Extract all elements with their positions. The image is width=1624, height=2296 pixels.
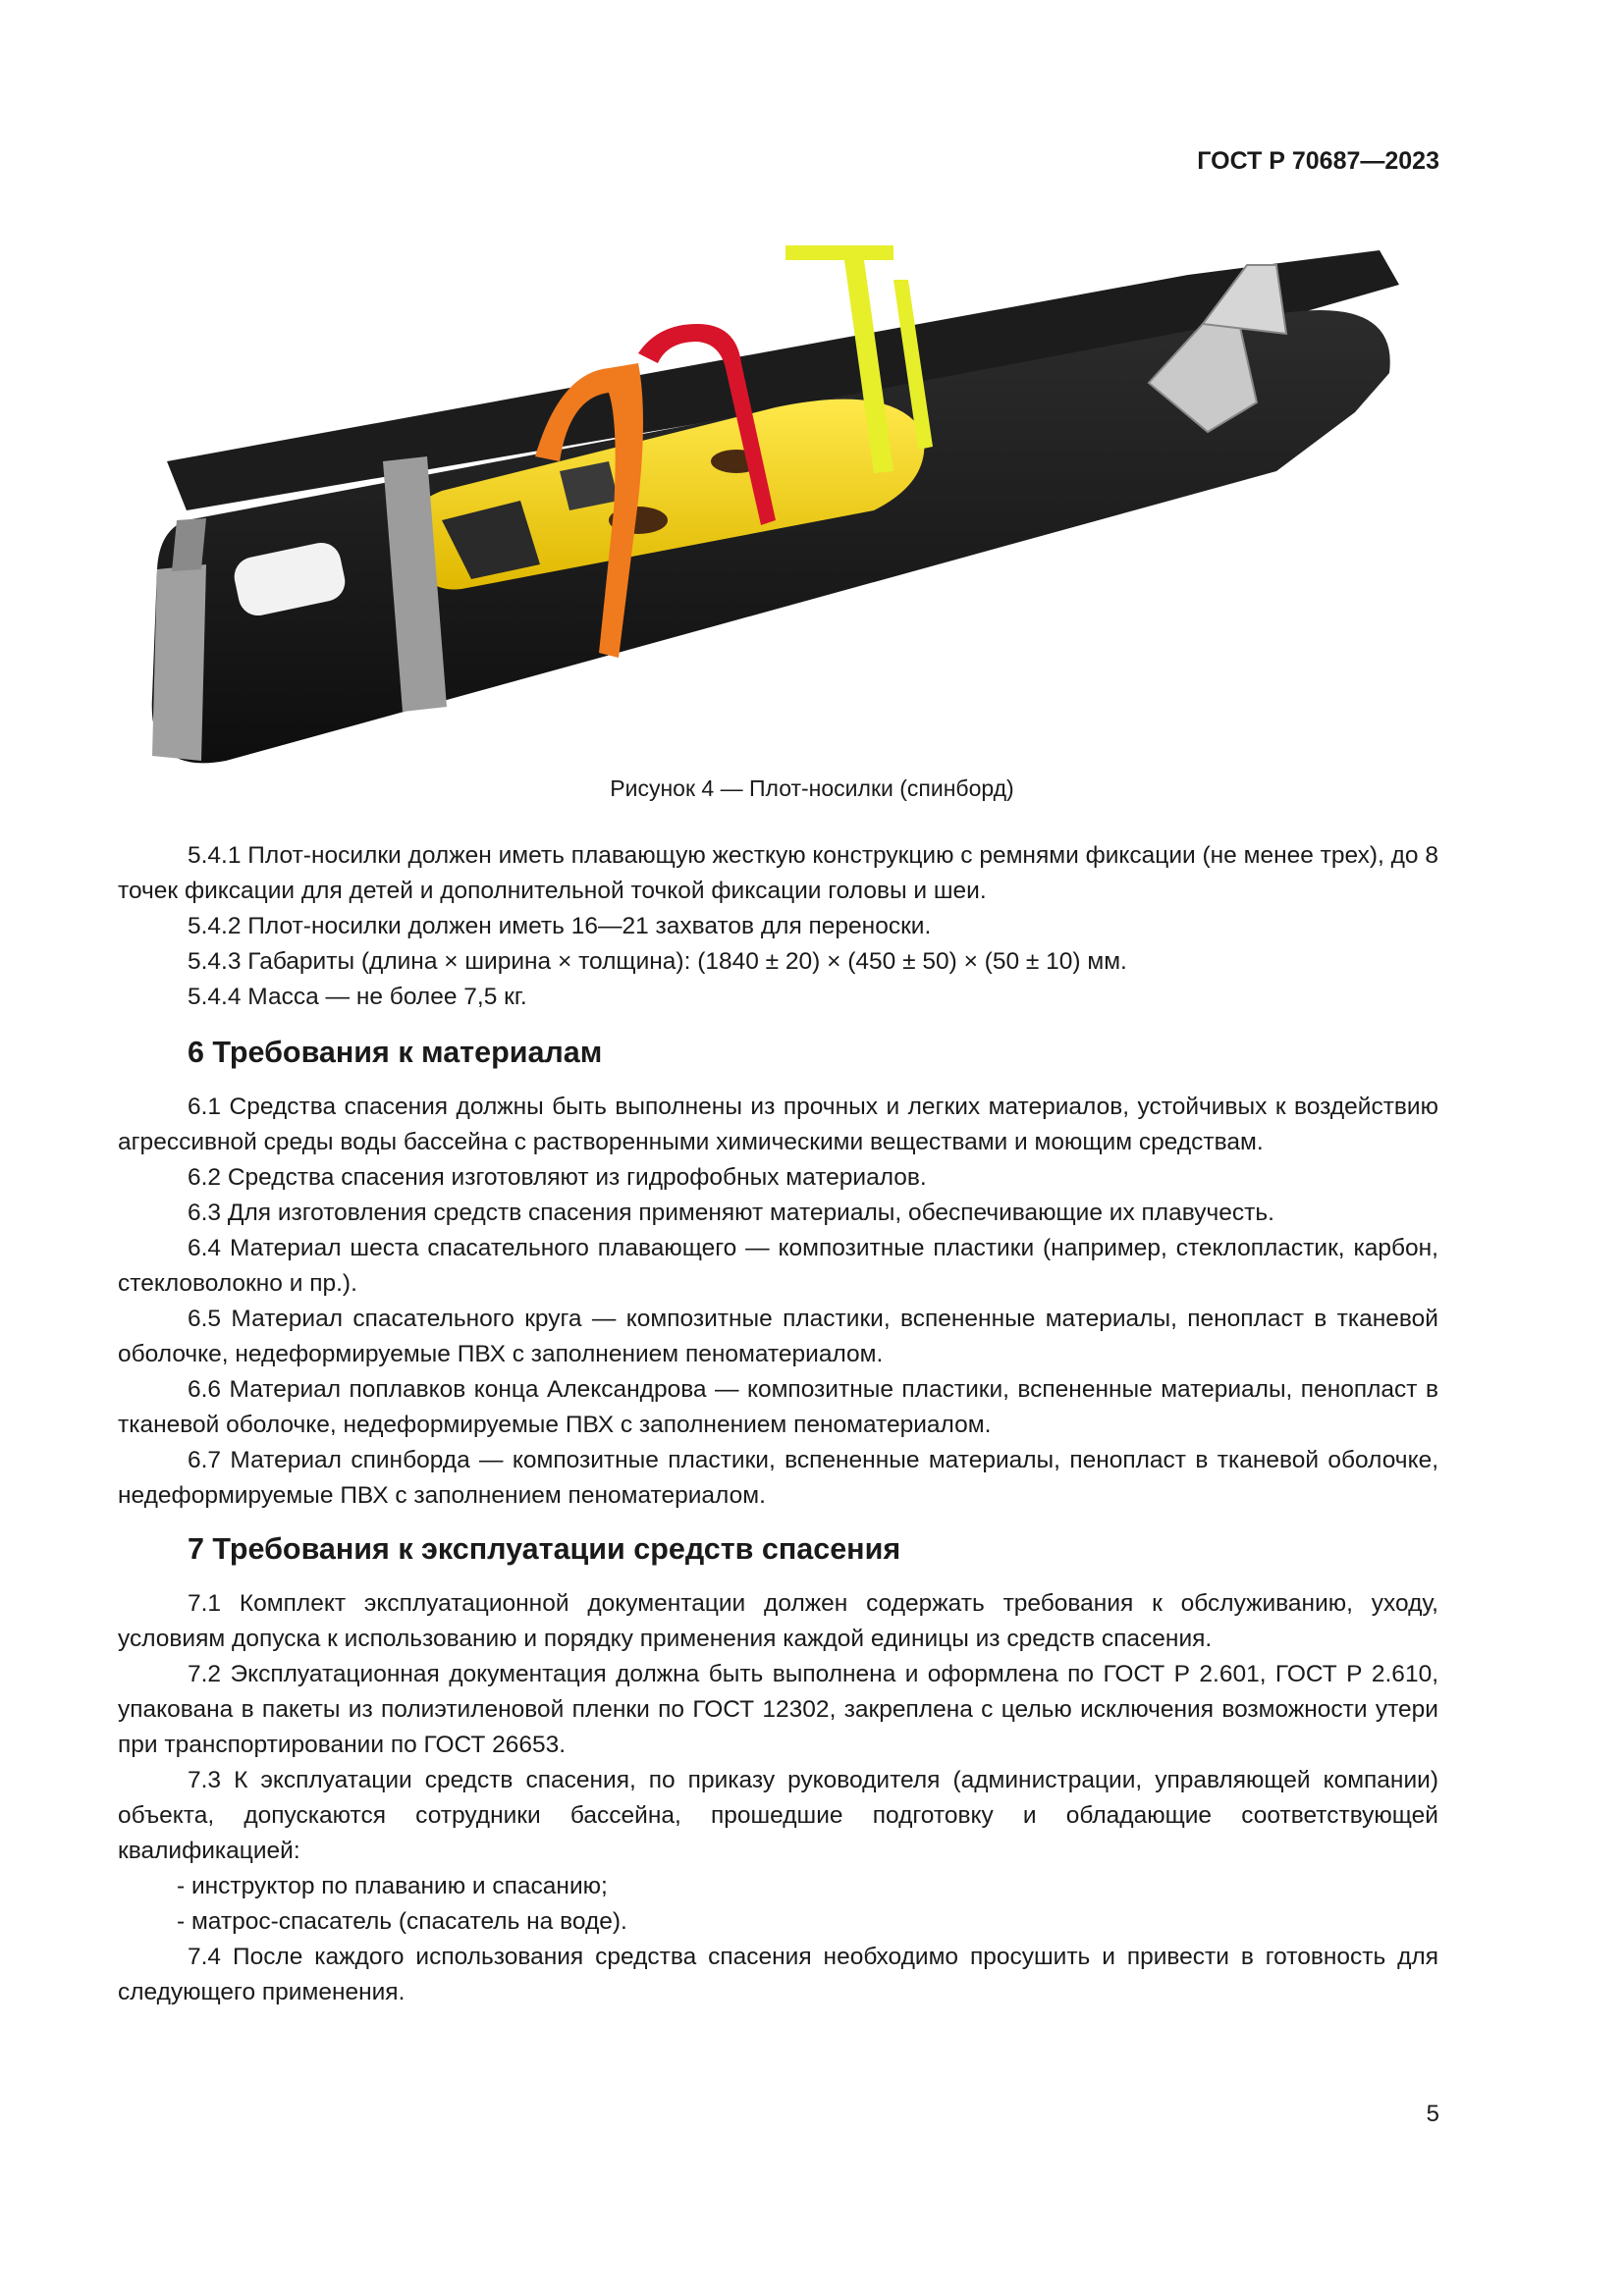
- paragraph-5-4-1: 5.4.1 Плот-носилки должен иметь плавающую жесткую конструкцию с ремнями фиксации (не менее трех), до 8 точек фиксации для детей и дополнительной точкой фиксации головы и шеи.: [118, 842, 1438, 904]
- paragraph-5-4-2: 5.4.2 Плот-носилки должен иметь 16—21 захватов для переноски.: [188, 913, 932, 939]
- paragraph-7-2: 7.2 Эксплуатационная документация должна быть выполнена и оформлена по ГОСТ Р 2.601, ГОСТ Р 2.610, упакована в пакеты из полиэтиленовой пленки по ГОСТ 12302, закреплена с целью исключения возможности утери при транспортировании по ГОСТ 26653.: [118, 1661, 1438, 1758]
- paragraph-6-7: 6.7 Материал спинборда — композитные пластики, вспененные материалы, пенопласт в тканевой оболочке, недеформируемые ПВХ с заполнением пеноматериалом.: [118, 1447, 1438, 1509]
- paragraph-6-2: 6.2 Средства спасения изготовляют из гидрофобных материалов.: [188, 1164, 927, 1191]
- list-item: - инструктор по плаванию и спасанию;: [177, 1873, 608, 1899]
- paragraph-6-1: 6.1 Средства спасения должны быть выполнены из прочных и легких материалов, устойчивых к воздействию агрессивной среды воды бассейна с растворенными химическими веществами и моющим средствам.: [118, 1094, 1438, 1155]
- section-6-heading: 6 Требования к материалам: [188, 1036, 603, 1069]
- list-item: - матрос-спасатель (спасатель на воде).: [177, 1908, 627, 1935]
- paragraph-6-4: 6.4 Материал шеста спасательного плавающего — композитные пластики (например, стеклопластик, карбон, стекловолокно и пр.).: [118, 1235, 1438, 1297]
- section-7-heading: 7 Требования к эксплуатации средств спасения: [188, 1532, 901, 1566]
- document-body: [118, 838, 1438, 2010]
- paragraph-6-5: 6.5 Материал спасательного круга — композитные пластики, вспененные материалы, пенопласт в тканевой оболочке, недеформируемые ПВХ с заполнением пеноматериалом.: [118, 1306, 1438, 1367]
- spineboard-image: [147, 226, 1414, 775]
- paragraph-5-4-4: 5.4.4 Масса — не более 7,5 кг.: [188, 984, 527, 1010]
- paragraph-7-4: 7.4 После каждого использования средства спасения необходимо просушить и привести в готовность для следующего применения.: [118, 1944, 1438, 2005]
- paragraph-6-6: 6.6 Материал поплавков конца Александрова — композитные пластики, вспененные материалы, пенопласт в тканевой оболочке, недеформируемые ПВХ с заполнением пеноматериалом.: [118, 1376, 1438, 1438]
- paragraph-7-1: 7.1 Комплект эксплуатационной документации должен содержать требования к обслуживанию, уходу, условиям допуска к использованию и порядку применения каждой единицы из средств спасения.: [118, 1590, 1438, 1652]
- document-code: ГОСТ Р 70687—2023: [1197, 147, 1439, 175]
- figure-caption: Рисунок 4 — Плот-носилки (спинборд): [610, 775, 1014, 801]
- paragraph-6-3: 6.3 Для изготовления средств спасения применяют материалы, обеспечивающие их плавучесть.: [188, 1200, 1274, 1226]
- page-number: 5: [1426, 2101, 1439, 2127]
- paragraph-5-4-3: 5.4.3 Габариты (длина × ширина × толщина): (1840 ± 20) × (450 ± 50) × (50 ± 10) мм.: [188, 948, 1127, 975]
- paragraph-7-3: 7.3 К эксплуатации средств спасения, по приказу руководителя (администрации, управляющей компании) объекта, допускаются сотрудники бассейна, прошедшие подготовку и обладающие соответствующей квалификацией:: [118, 1767, 1438, 1864]
